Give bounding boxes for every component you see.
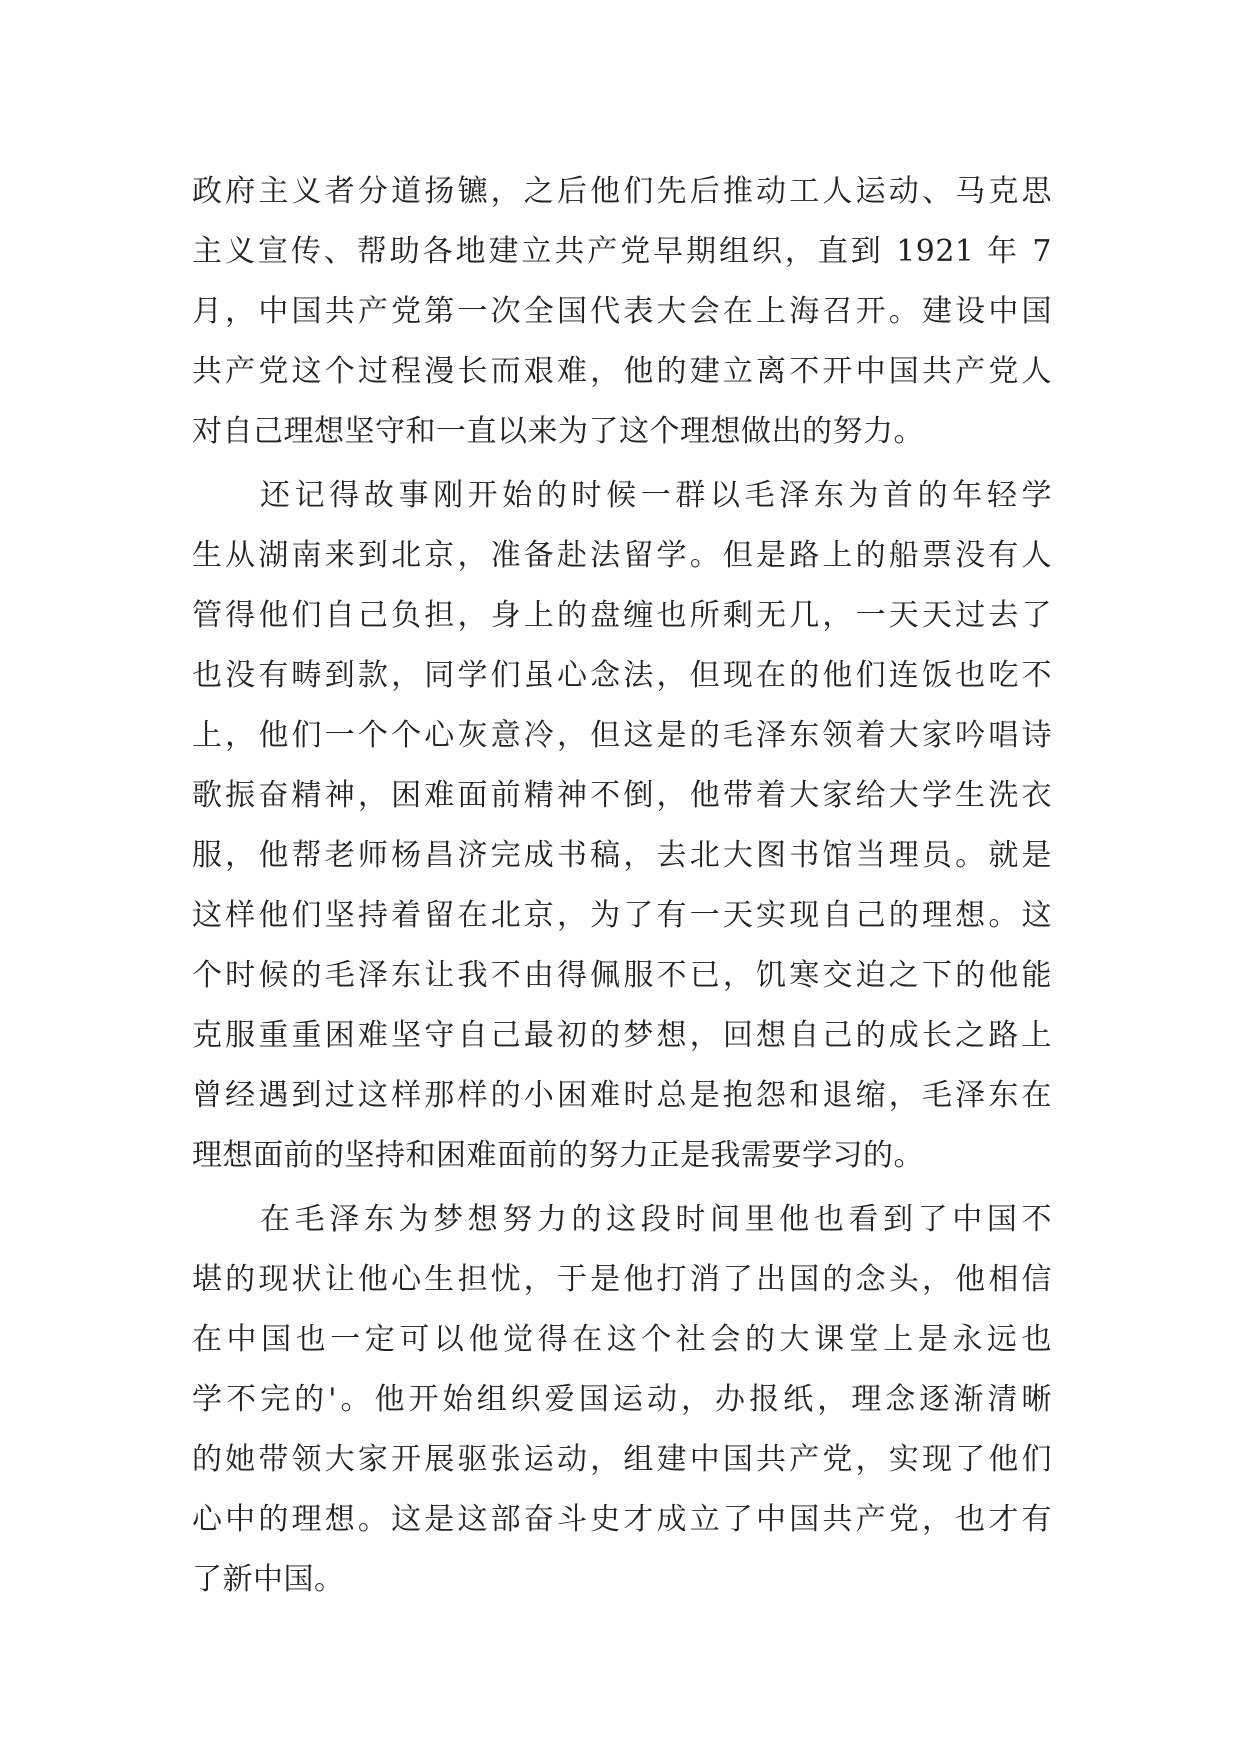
text-line: 心中的理想。这是这部奋斗史才成立了中国共产党，也才有 xyxy=(192,1502,1052,1537)
text-line: 管得他们自己负担，身上的盘缠也所剩无几，一天天过去了 xyxy=(192,598,1052,633)
text-line: 这样他们坚持着留在北京，为了有一天实现自己的理想。这 xyxy=(192,898,1052,933)
text-line: 在中国也一定可以他觉得在这个社会的大课堂上是永远也 xyxy=(192,1322,1052,1357)
text-line: 的她带领大家开展驱张运动，组建中国共产党，实现了他们 xyxy=(192,1442,1052,1477)
text-line: 也没有畴到款，同学们虽心念法，但现在的他们连饭也吃不 xyxy=(192,658,1052,693)
text-line: 生从湖南来到北京，准备赴法留学。但是路上的船票没有人 xyxy=(192,538,1052,573)
paragraph-1 xyxy=(192,162,1052,462)
text-line: 了新中国。 xyxy=(192,1562,345,1597)
text-line: 共产党这个过程漫长而艰难，他的建立离不开中国共产党人 xyxy=(192,354,1052,389)
text-line: 月，中国共产党第一次全国代表大会在上海召开。建设中国 xyxy=(192,294,1052,329)
paragraph-2 xyxy=(192,466,1052,1186)
text-line: 曾经遇到过这样那样的小困难时总是抱怨和退缩，毛泽东在 xyxy=(192,1078,1052,1113)
text-line: 理想面前的坚持和困难面前的努力正是我需要学习的。 xyxy=(192,1138,924,1173)
text-line: 学不完的'。他开始组织爱国运动，办报纸，理念逐渐清晰 xyxy=(192,1382,1052,1417)
text-line: 上，他们一个个心灰意冷，但这是的毛泽东领着大家吟唱诗 xyxy=(192,718,1052,753)
text-line: 政府主义者分道扬镳，之后他们先后推动工人运动、马克思 xyxy=(192,174,1052,209)
text-line: 主义宣传、帮助各地建立共产党早期组织，直到 1921 年 7 xyxy=(192,234,1052,269)
text-line: 还记得故事刚开始的时候一群以毛泽东为首的年轻学 xyxy=(260,478,1052,513)
text-line: 服，他帮老师杨昌济完成书稿，去北大图书馆当理员。就是 xyxy=(192,838,1052,873)
text-line: 歌振奋精神，困难面前精神不倒，他带着大家给大学生洗衣 xyxy=(192,778,1052,813)
text-line: 克服重重困难坚守自己最初的梦想，回想自己的成长之路上 xyxy=(192,1018,1052,1053)
text-line: 对自己理想坚守和一直以来为了这个理想做出的努力。 xyxy=(192,414,924,449)
text-line: 在毛泽东为梦想努力的这段时间里他也看到了中国不 xyxy=(260,1202,1052,1237)
text-line: 堪的现状让他心生担忧，于是他打消了出国的念头，他相信 xyxy=(192,1262,1052,1297)
text-line: 个时候的毛泽东让我不由得佩服不已，饥寒交迫之下的他能 xyxy=(192,958,1052,993)
paragraph-3 xyxy=(192,1190,1052,1610)
body-text xyxy=(192,162,1052,1610)
